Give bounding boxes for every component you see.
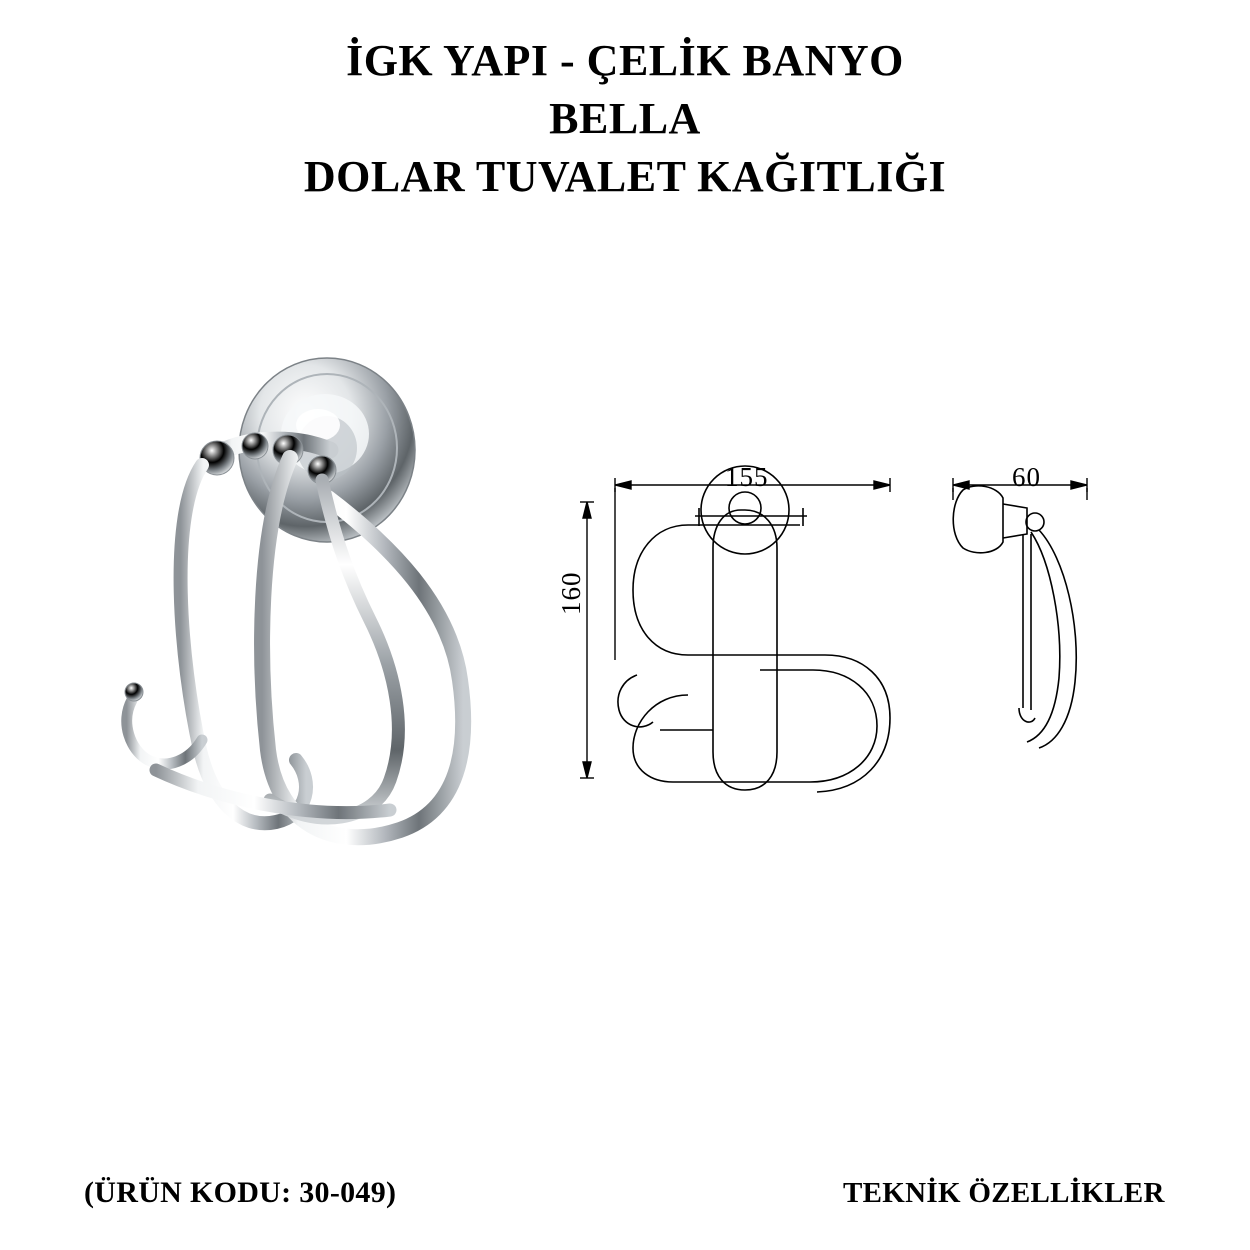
- page-title: [0, 32, 1250, 206]
- product-code: (ÜRÜN KODU: 30-049): [84, 1176, 397, 1209]
- tech-specs-label: TEKNİK ÖZELLİKLER: [843, 1177, 1165, 1209]
- dimension-depth-label: 60: [1012, 462, 1041, 492]
- technical-drawing: [545, 430, 1175, 830]
- product-photo: [90, 330, 520, 930]
- title-line-2: BELLA: [549, 94, 701, 143]
- dimension-height-label: 160: [556, 571, 586, 615]
- title-line-1: İGK YAPI - ÇELİK BANYO: [346, 36, 904, 85]
- side-elevation-drawing: [953, 486, 1076, 748]
- front-elevation-drawing: [618, 466, 890, 792]
- dimension-width-label: 155: [725, 462, 769, 492]
- dimension-lines: [580, 478, 1087, 778]
- title-line-3: DOLAR TUVALET KAĞITLIĞI: [303, 152, 947, 201]
